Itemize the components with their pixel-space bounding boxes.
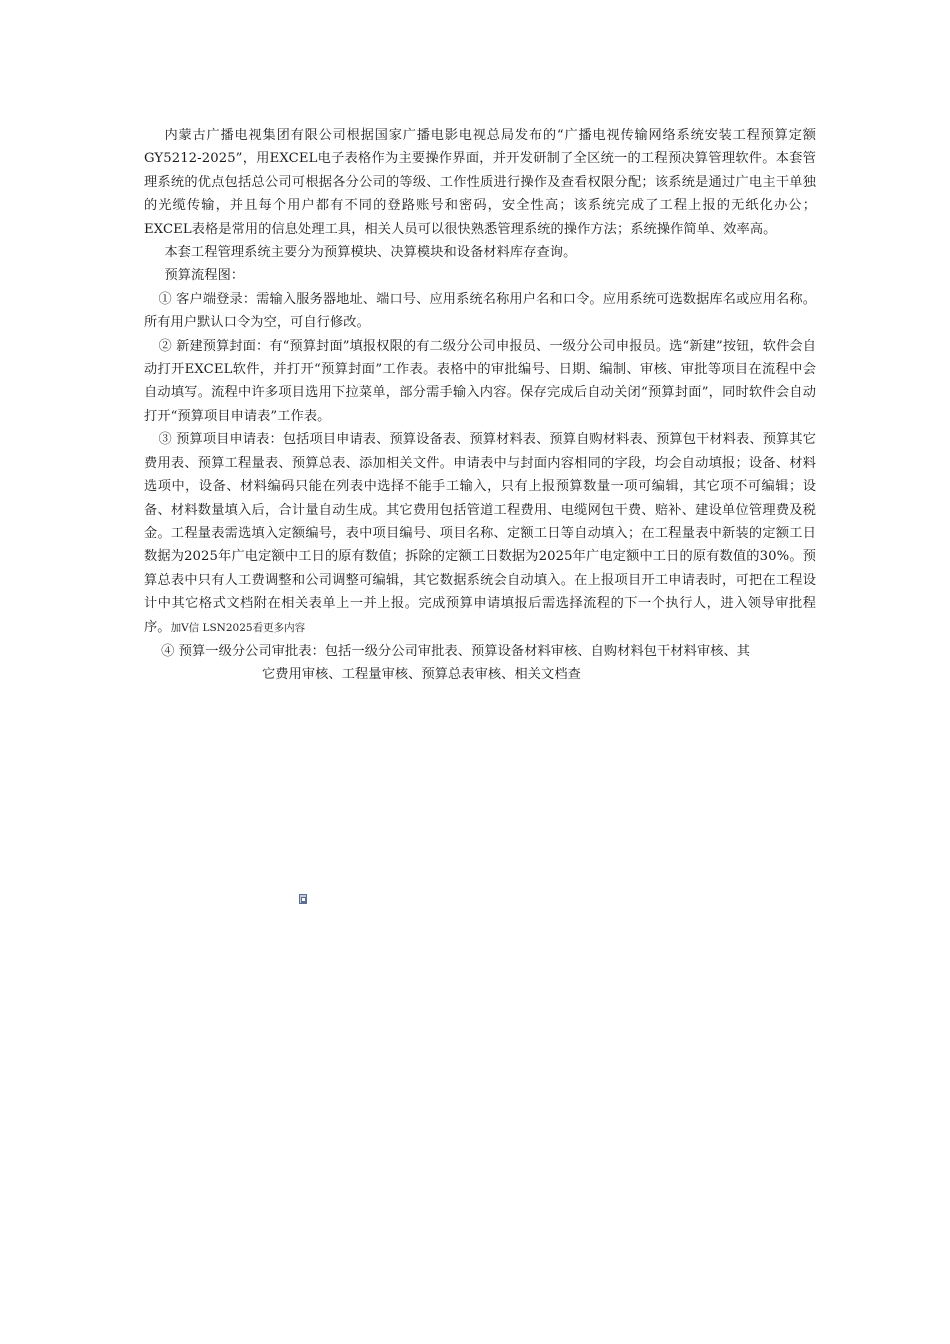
step-3-budget-application [144, 428, 816, 640]
step-3-text: ③ 预算项目申请表：包括项目申请表、预算设备表、预算材料表、预算自购材料表、预算包干材料表、预算其它费用表、预算工程量表、预算总表、添加相关文件。申请表中与封面内容相同的字段，均会自动填报；设备、材料选项中，设备、材料编码只能在列表中选择不能手工输入，只有上报预算数量一项可编辑，其它项不可编辑；设备、材料数量填入后，合计量自动生成。其它费用包括管道工程费用、电缆网包干费、赔补、建设单位管理费及税金。工程量表需选填入定额编号，表中项目编号、项目名称、定额工日等自动填入；在工程量表中新装的定额工日数据为2025年广电定额中工日的原有数值；拆除的定额工日数据为2025年广电定额中工日的原有数值的30%。预算总表中只有人工费调整和公司调整可编辑，其它数据系统会自动填入。在上报项目开工申请表时，可把在工程设计中其它格式文档附在相关表单上一并上报。完成预算申请填报后需选择流程的下一个执行人，进入领导审批程序。 [144, 432, 816, 635]
intro-paragraph: 内蒙古广播电视集团有限公司根据国家广播电影电视总局发布的“广播电视传输网络系统安装工程预算定额GY5212-2025”，用EXCEL电子表格作为主要操作界面，并开发研制了全区统一的工程预决算管理软件。本套管理系统的优点包括总公司可根据各分公司的等级、工作性质进行操作及查看权限分配；该系统是通过广电主干单独的光缆传输，并且每个用户都有不同的登路账号和密码，安全性高；该系统完成了工程上报的无纸化办公；EXCEL表格是常用的信息处理工具，相关人员可以很快熟悉管理系统的操作方法；系统操作简单、效率高。 [144, 128, 816, 237]
promo-note: 加V信 LSN2025看更多内容 [170, 621, 306, 634]
broken-image-icon [299, 894, 309, 906]
step-4-first-level-approval: ④ 预算一级分公司审批表：包括一级分公司审批表、预算设备材料审核、自购材料包干材料审核、其 [161, 643, 751, 659]
step-2-new-budget-cover: ② 新建预算封面：有“预算封面”填报权限的有二级分公司申报员、一级分公司申报员。选“新建”按钮，软件会自动打开EXCEL软件，并打开“预算封面”工作表。表格中的审批编号、日期、编制、审核、审批等项目在流程中会自动填写。流程中许多项目选用下拉菜单，部分需手输入内容。保存完成后自动关闭“预算封面”，同时软件会自动打开“预算项目申请表”工作表。 [144, 338, 816, 424]
system-modules-paragraph: 本套工程管理系统主要分为预算模块、决算模块和设备材料库存查询。 [164, 245, 577, 261]
step-1-client-login: ① 客户端登录：需输入服务器地址、端口号、应用系统名称用户名和口令。应用系统可选数据库名或应用名称。所有用户默认口令为空，可自行修改。 [144, 291, 816, 331]
flowchart-heading: 预算流程图： [164, 268, 245, 284]
step-4-continuation: 它费用审核、工程量审核、预算总表审核、相关文档查 [262, 667, 581, 683]
document-body [144, 124, 816, 687]
